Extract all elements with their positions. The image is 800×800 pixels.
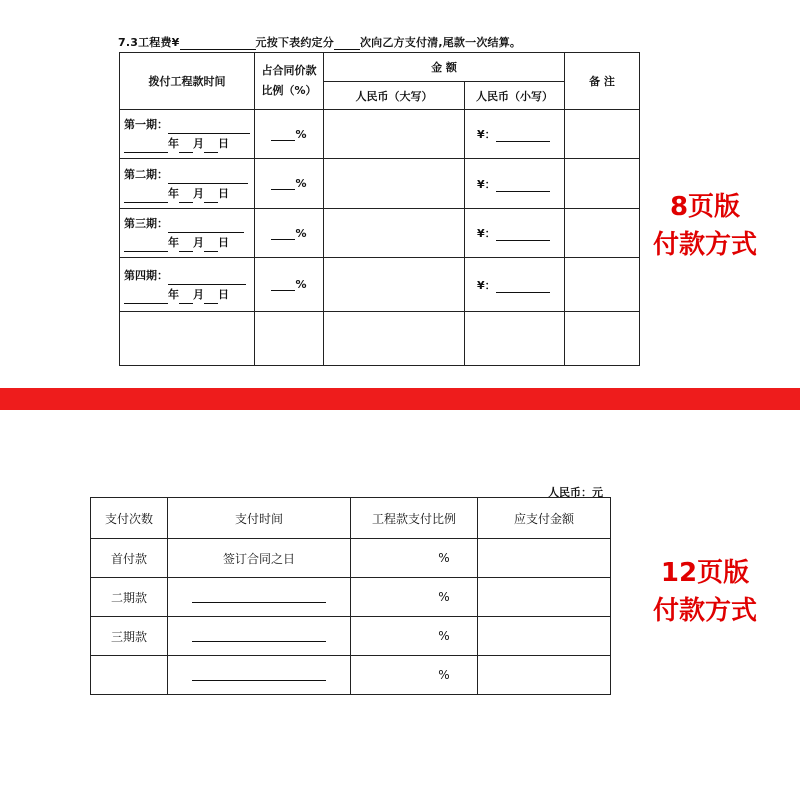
pct-sign: %: [295, 226, 307, 240]
table-row: [91, 617, 611, 656]
rmb-lower-cell: [465, 209, 565, 258]
heading-middle: 元按下表约定分: [255, 36, 334, 49]
pay-amount-cell[interactable]: [478, 578, 611, 617]
period-blank[interactable]: [168, 272, 246, 285]
pay-amount-cell[interactable]: [478, 617, 611, 656]
header-amount: 金 额: [324, 53, 565, 82]
heading-suffix: 次向乙方支付清,尾款一次结算。: [359, 36, 522, 49]
rmb-upper-cell[interactable]: [324, 258, 465, 312]
label-12-line2: 付款方式: [652, 596, 757, 626]
contract-clause-heading: [118, 34, 521, 50]
pay-time-cell[interactable]: [168, 617, 351, 656]
header-pay-time: 支付时间: [168, 498, 351, 539]
header-ratio-line1: 占合同价款: [261, 64, 317, 77]
pay-ratio-cell: %: [351, 578, 478, 617]
empty-cell[interactable]: [120, 312, 255, 366]
pay-amount-cell[interactable]: [478, 656, 611, 695]
header-ratio-line2: 比例（%）: [261, 84, 317, 97]
period-cell: [120, 110, 255, 159]
pay-time-blank[interactable]: [192, 680, 326, 681]
payment-table-8page: [119, 52, 640, 366]
month-blank[interactable]: [179, 190, 193, 203]
label-8-page-version: [640, 188, 770, 264]
pay-time-blank[interactable]: [192, 641, 326, 642]
pay-ratio-cell: %: [351, 539, 478, 578]
pay-time-cell[interactable]: [168, 656, 351, 695]
header-pay-ratio: 工程款支付比例: [351, 498, 478, 539]
label-8-line2: 付款方式: [652, 230, 757, 260]
year-label: 年: [168, 287, 179, 301]
header-rmb-lower: 人民币（小写）: [465, 82, 565, 110]
header-rmb-upper: 人民币（大写）: [324, 82, 465, 110]
period-label: 第二期：: [124, 167, 168, 181]
pay-amount-cell[interactable]: [478, 539, 611, 578]
day-label: 日: [218, 137, 229, 150]
pay-ratio-cell: %: [351, 617, 478, 656]
yuan-blank[interactable]: [496, 228, 550, 241]
header-time: 拨付工程款时间: [120, 53, 255, 110]
yuan-sign: ¥：: [477, 227, 496, 240]
pay-times-cell: 二期款: [91, 578, 168, 617]
yuan-sign: ¥：: [477, 278, 496, 292]
rmb-lower-cell: [465, 159, 565, 209]
rmb-upper-cell[interactable]: [324, 209, 465, 258]
period-cell: [120, 209, 255, 258]
pct-sign: %: [295, 127, 307, 141]
rmb-upper-cell[interactable]: [324, 159, 465, 209]
day-blank[interactable]: [204, 291, 218, 304]
pct-blank[interactable]: [271, 278, 295, 291]
header-pay-times: 支付次数: [91, 498, 168, 539]
label-12-page-version: [640, 554, 770, 630]
period-label: 第一期：: [124, 118, 168, 131]
yuan-sign: ¥：: [477, 128, 496, 141]
yuan-blank[interactable]: [496, 179, 550, 192]
pay-times-cell: 三期款: [91, 617, 168, 656]
pct-cell: [255, 258, 324, 312]
year-blank[interactable]: [124, 291, 168, 304]
pct-cell: [255, 110, 324, 159]
day-blank[interactable]: [204, 239, 218, 252]
remark-cell[interactable]: [565, 110, 640, 159]
header-remark: 备 注: [565, 53, 640, 110]
pay-time-cell: 签订合同之日: [168, 539, 351, 578]
period-cell: [120, 159, 255, 209]
table-row: [120, 159, 640, 209]
pct-sign: %: [295, 278, 307, 291]
yuan-blank[interactable]: [496, 129, 550, 142]
period-cell: [120, 258, 255, 312]
table-row: [120, 209, 640, 258]
month-blank[interactable]: [179, 140, 193, 153]
year-blank[interactable]: [124, 239, 168, 252]
pct-blank[interactable]: [271, 177, 295, 190]
pct-cell: [255, 209, 324, 258]
table-row-empty: [120, 312, 640, 366]
table-row: [91, 539, 611, 578]
day-label: 日: [218, 236, 229, 249]
pct-blank[interactable]: [271, 128, 295, 141]
month-label: 月: [193, 287, 204, 301]
period-blank[interactable]: [168, 220, 244, 233]
period-blank[interactable]: [168, 121, 250, 134]
header-pay-amount: 应支付金额: [478, 498, 611, 539]
pay-ratio-cell: %: [351, 656, 478, 695]
label-8-line1: 8页版: [669, 192, 741, 222]
pay-times-cell: 首付款: [91, 539, 168, 578]
red-divider-bar: [0, 388, 800, 410]
header-ratio: [255, 53, 324, 110]
yuan-sign: ¥：: [477, 177, 496, 191]
label-12-line1: 12页版: [660, 558, 750, 588]
remark-cell[interactable]: [565, 209, 640, 258]
year-label: 年: [168, 137, 179, 150]
pct-blank[interactable]: [271, 227, 295, 240]
table-row: [120, 258, 640, 312]
day-label: 日: [218, 287, 229, 301]
heading-prefix: 7.3工程费¥: [118, 36, 180, 49]
remark-cell[interactable]: [565, 258, 640, 312]
month-label: 月: [193, 186, 204, 200]
payment-table-12page: [90, 497, 611, 695]
amount-blank: [180, 38, 256, 50]
rmb-lower-cell: [465, 110, 565, 159]
pct-cell: [255, 159, 324, 209]
yuan-blank[interactable]: [496, 280, 550, 293]
currency-unit: 人民币：元: [548, 486, 603, 499]
empty-cell[interactable]: [465, 312, 565, 366]
empty-cell[interactable]: [565, 312, 640, 366]
pay-time-blank[interactable]: [192, 602, 326, 603]
pay-times-cell[interactable]: [91, 656, 168, 695]
empty-cell[interactable]: [324, 312, 465, 366]
day-label: 日: [218, 186, 229, 200]
year-label: 年: [168, 236, 179, 249]
period-label: 第四期：: [124, 268, 168, 282]
empty-cell[interactable]: [255, 312, 324, 366]
month-blank[interactable]: [179, 239, 193, 252]
year-blank[interactable]: [124, 140, 168, 153]
year-label: 年: [168, 186, 179, 200]
count-blank: [334, 38, 360, 50]
month-blank[interactable]: [179, 291, 193, 304]
table-row: [91, 578, 611, 617]
period-blank[interactable]: [168, 171, 248, 184]
period-label: 第三期：: [124, 217, 168, 230]
table-row: [120, 110, 640, 159]
rmb-lower-cell: [465, 258, 565, 312]
rmb-upper-cell[interactable]: [324, 110, 465, 159]
day-blank[interactable]: [204, 190, 218, 203]
pct-sign: %: [295, 177, 307, 190]
remark-cell[interactable]: [565, 159, 640, 209]
pay-time-cell[interactable]: [168, 578, 351, 617]
day-blank[interactable]: [204, 140, 218, 153]
table-row: [91, 656, 611, 695]
month-label: 月: [193, 137, 204, 150]
year-blank[interactable]: [124, 190, 168, 203]
month-label: 月: [193, 236, 204, 249]
